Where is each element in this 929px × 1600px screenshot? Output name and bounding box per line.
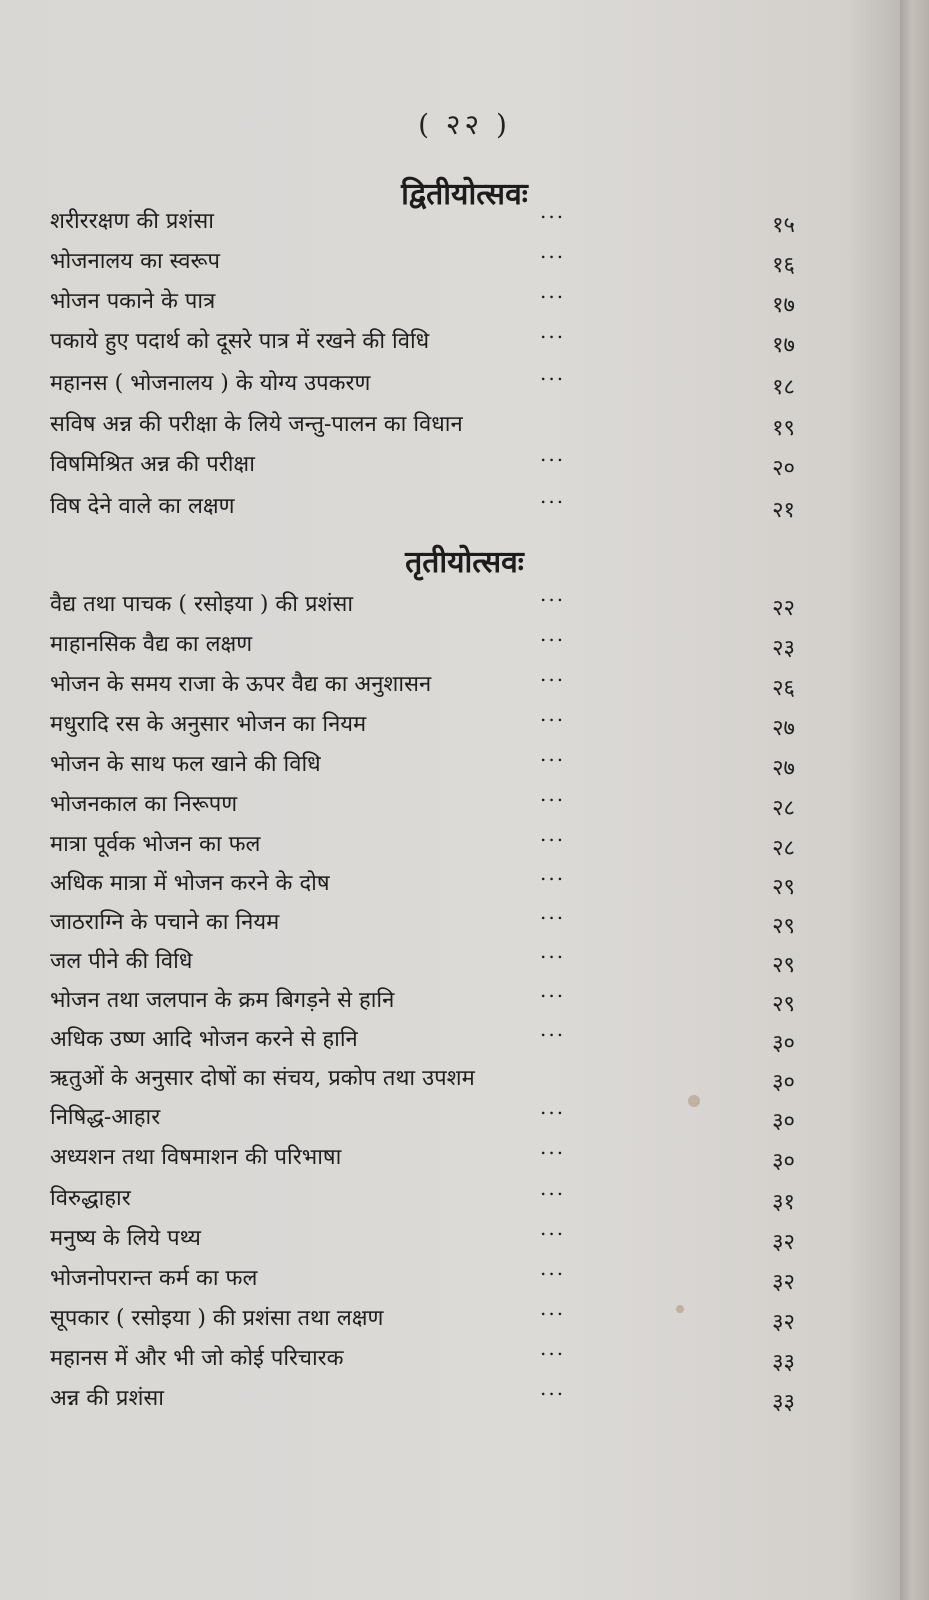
entry-title: भोजन पकाने के पात्र bbox=[50, 289, 216, 314]
entry-page: १७ bbox=[772, 333, 795, 358]
toc-entry bbox=[50, 939, 795, 981]
toc-entry bbox=[50, 978, 795, 1020]
entry-page: २९ bbox=[772, 992, 795, 1017]
entry-title: शरीररक्षण की प्रशंसा bbox=[50, 209, 214, 234]
toc-entry bbox=[50, 1216, 795, 1258]
entry-page: २८ bbox=[772, 836, 795, 861]
leader-dots: ... bbox=[540, 319, 566, 343]
leader-dots: ... bbox=[540, 239, 566, 263]
entry-page: २९ bbox=[772, 953, 795, 978]
toc-entry bbox=[50, 1062, 795, 1098]
entry-title: विषमिश्रित अन्न की परीक्षा bbox=[50, 452, 255, 477]
entry-title: मधुरादि रस के अनुसार भोजन का नियम bbox=[50, 712, 367, 737]
entry-title: भोजनकाल का निरूपण bbox=[50, 792, 238, 817]
toc-entry bbox=[50, 582, 795, 624]
entry-page: ३० bbox=[772, 1149, 795, 1174]
toc-entry bbox=[50, 199, 795, 241]
entry-title: भोजन तथा जलपान के क्रम बिगड़ने से हानि bbox=[50, 988, 395, 1013]
toc-entry bbox=[50, 1256, 795, 1298]
toc-entry bbox=[50, 662, 795, 704]
entry-page: ३० bbox=[772, 1031, 795, 1056]
leader-dots: ... bbox=[540, 1135, 566, 1159]
toc-entry bbox=[50, 622, 795, 664]
entry-title: माहानसिक वैद्य का लक्षण bbox=[50, 632, 253, 657]
entry-title: सविष अन्न की परीक्षा के लिये जन्तु-पालन का विधान bbox=[50, 412, 463, 437]
toc-entry bbox=[50, 279, 795, 321]
entry-page: १८ bbox=[772, 375, 795, 400]
entry-page: १७ bbox=[772, 293, 795, 318]
section-heading-tritiya: तृतीयोत्सवः bbox=[405, 545, 524, 580]
leader-dots: ... bbox=[540, 822, 566, 846]
entry-title: भोजन के समय राजा के ऊपर वैद्य का अनुशासन bbox=[50, 672, 432, 697]
entry-page: २७ bbox=[772, 716, 795, 741]
entry-page: २६ bbox=[772, 676, 795, 701]
entry-page: २९ bbox=[772, 914, 795, 939]
toc-entry bbox=[50, 361, 795, 403]
leader-dots: ... bbox=[540, 442, 566, 466]
entry-page: १५ bbox=[772, 213, 795, 238]
entry-title: विरुद्धाहार bbox=[50, 1186, 131, 1211]
entry-title: वैद्य तथा पाचक ( रसोइया ) की प्रशंसा bbox=[50, 592, 354, 617]
entry-title: जाठराग्नि के पचाने का नियम bbox=[50, 910, 280, 935]
leader-dots: ... bbox=[540, 484, 566, 508]
leader-dots: ... bbox=[540, 622, 566, 646]
entry-title: निषिद्ध-आहार bbox=[50, 1105, 161, 1130]
entry-page: २१ bbox=[772, 498, 795, 523]
leader-dots: ... bbox=[540, 861, 566, 885]
entry-page: ३२ bbox=[772, 1230, 795, 1255]
toc-entry bbox=[50, 742, 795, 784]
leader-dots: ... bbox=[540, 1095, 566, 1119]
leader-dots: ... bbox=[540, 1296, 566, 1320]
toc-entry bbox=[50, 1296, 795, 1338]
leader-dots: ... bbox=[540, 702, 566, 726]
leader-dots: ... bbox=[540, 782, 566, 806]
toc-entry bbox=[50, 822, 795, 864]
entry-page: ३२ bbox=[772, 1270, 795, 1295]
entry-page: २२ bbox=[772, 596, 795, 621]
toc-entry bbox=[50, 484, 795, 526]
leader-dots: ... bbox=[540, 978, 566, 1002]
leader-dots: ... bbox=[540, 742, 566, 766]
toc-entry bbox=[50, 782, 795, 824]
leader-dots: ... bbox=[540, 939, 566, 963]
entry-title: पकाये हुए पदार्थ को दूसरे पात्र में रखने की विधि bbox=[50, 329, 430, 354]
leader-dots: ... bbox=[540, 361, 566, 385]
toc-entry bbox=[50, 900, 795, 942]
entry-page: ३२ bbox=[772, 1310, 795, 1335]
entry-page: ३० bbox=[772, 1109, 795, 1134]
page-number: ( २२ ) bbox=[418, 108, 511, 141]
toc-entry bbox=[50, 1135, 795, 1177]
entry-page: ३१ bbox=[772, 1190, 795, 1215]
leader-dots: ... bbox=[540, 1376, 566, 1400]
entry-title: ऋतुओं के अनुसार दोषों का संचय, प्रकोप तथा उपशम bbox=[50, 1066, 475, 1091]
entry-title: सूपकार ( रसोइया ) की प्रशंसा तथा लक्षण bbox=[50, 1306, 384, 1331]
entry-title: भोजनालय का स्वरूप bbox=[50, 249, 221, 274]
entry-page: २८ bbox=[772, 796, 795, 821]
entry-title: मात्रा पूर्वक भोजन का फल bbox=[50, 832, 261, 857]
leader-dots: ... bbox=[540, 1216, 566, 1240]
entry-page: ३३ bbox=[772, 1390, 795, 1415]
entry-page: १९ bbox=[772, 416, 795, 441]
entry-title: अधिक मात्रा में भोजन करने के दोष bbox=[50, 871, 330, 896]
section-heading-dvitiya: द्वितीयोत्सवः bbox=[401, 177, 528, 212]
book-spine bbox=[900, 0, 929, 1600]
entry-title: महानस में और भी जो कोई परिचारक bbox=[50, 1346, 344, 1371]
entry-page: १६ bbox=[772, 253, 795, 278]
leader-dots: ... bbox=[540, 1017, 566, 1041]
entry-title: महानस ( भोजनालय ) के योग्य उपकरण bbox=[50, 371, 371, 396]
toc-entry bbox=[50, 1376, 795, 1418]
toc-entry bbox=[50, 1017, 795, 1059]
entry-page: २७ bbox=[772, 756, 795, 781]
toc-entry bbox=[50, 861, 795, 903]
leader-dots: ... bbox=[540, 279, 566, 303]
toc-entry bbox=[50, 239, 795, 281]
toc-entry bbox=[50, 1176, 795, 1218]
entry-page: ३० bbox=[772, 1070, 795, 1095]
leader-dots: ... bbox=[540, 199, 566, 223]
entry-title: अन्न की प्रशंसा bbox=[50, 1386, 164, 1411]
toc-entry bbox=[50, 702, 795, 744]
toc-entry bbox=[50, 442, 795, 484]
leader-dots: ... bbox=[540, 1176, 566, 1200]
entry-title: भोजनोपरान्त कर्म का फल bbox=[50, 1266, 258, 1291]
entry-title: भोजन के साथ फल खाने की विधि bbox=[50, 752, 321, 777]
entry-title: अध्यशन तथा विषमाशन की परिभाषा bbox=[50, 1145, 342, 1170]
leader-dots: ... bbox=[540, 582, 566, 606]
leader-dots: ... bbox=[540, 662, 566, 686]
entry-page: २३ bbox=[772, 636, 795, 661]
entry-title: अधिक उष्ण आदि भोजन करने से हानि bbox=[50, 1027, 358, 1052]
entry-page: २० bbox=[772, 456, 795, 481]
leader-dots: ... bbox=[540, 1336, 566, 1360]
toc-entry bbox=[50, 319, 795, 361]
toc-entry bbox=[50, 1095, 795, 1137]
entry-title: जल पीने की विधि bbox=[50, 949, 193, 974]
toc-entry bbox=[50, 408, 795, 444]
leader-dots: ... bbox=[540, 900, 566, 924]
entry-title: विष देने वाले का लक्षण bbox=[50, 494, 235, 519]
entry-page: २९ bbox=[772, 875, 795, 900]
entry-title: मनुष्य के लिये पथ्य bbox=[50, 1226, 201, 1251]
toc-entry bbox=[50, 1336, 795, 1378]
entry-page: ३३ bbox=[772, 1350, 795, 1375]
leader-dots: ... bbox=[540, 1256, 566, 1280]
